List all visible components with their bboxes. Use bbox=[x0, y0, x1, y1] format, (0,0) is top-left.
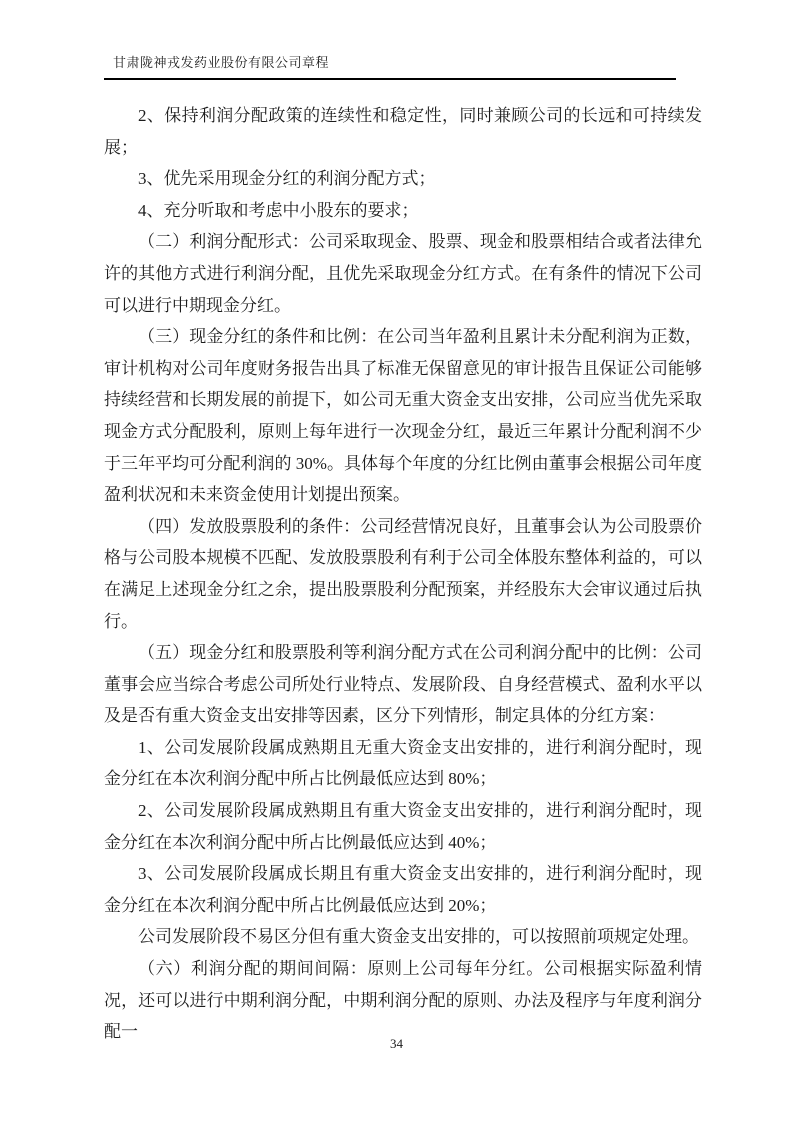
body-paragraph: （三）现金分红的条件和比例：在公司当年盈利且累计未分配利润为正数，审计机构对公司年度财务报告出具了标准无保留意见的审计报告且保证公司能够持续经营和长期发展的前提下，如公司无重大资金支出安排，公司应当优先采取现金方式分配股利，原则上每年进行一次现金分红，最近三年累计分配利润不少于三年平均可分配利润的 30%。具体每个年度的分红比例由董事会根据公司年度盈利状况和未来资金使用计划提出预案。 bbox=[104, 327, 702, 505]
body-paragraph: 3、优先采用现金分红的利润分配方式； bbox=[138, 169, 436, 189]
header-company-charter-title: 甘肃陇神戎发药业股份有限公司章程 bbox=[113, 55, 330, 70]
body-paragraph: 3、公司发展阶段属成长期且有重大资金支出安排的，进行利润分配时，现金分红在本次利润分配中所占比例最低应达到 20%； bbox=[104, 864, 702, 915]
body-paragraph: 4、充分听取和考虑中小股东的要求； bbox=[138, 200, 419, 220]
page-footer bbox=[0, 1036, 793, 1052]
body-paragraph: （五）现金分红和股票股利等利润分配方式在公司利润分配中的比例：公司董事会应当综合考虑公司所处行业特点、发展阶段、自身经营模式、盈利水平以及是否有重大资金支出安排等因素，区分下列情形，制定具体的分红方案： bbox=[104, 643, 702, 726]
page-body bbox=[104, 100, 702, 1048]
body-paragraph: 公司发展阶段不易区分但有重大资金支出安排的，可以按照前项规定处理。 bbox=[138, 927, 699, 947]
page-number: 34 bbox=[390, 1036, 403, 1051]
page-header bbox=[104, 52, 676, 80]
body-paragraph: （四）发放股票股利的条件：公司经营情况良好，且董事会认为公司股票价格与公司股本规模不匹配、发放股票股利有利于公司全体股东整体利益的，可以在满足上述现金分红之余，提出股票股利分配预案，并经股东大会审议通过后执行。 bbox=[104, 516, 702, 631]
body-paragraph: （六）利润分配的期间间隔：原则上公司每年分红。公司根据实际盈利情况，还可以进行中期利润分配，中期利润分配的原则、办法及程序与年度利润分配一 bbox=[104, 959, 702, 1042]
body-paragraph: （二）利润分配形式：公司采取现金、股票、现金和股票相结合或者法律允许的其他方式进行利润分配，且优先采取现金分红方式。在有条件的情况下公司可以进行中期现金分红。 bbox=[104, 232, 702, 315]
body-paragraph: 2、公司发展阶段属成熟期且有重大资金支出安排的，进行利润分配时，现金分红在本次利润分配中所占比例最低应达到 40%； bbox=[104, 801, 702, 852]
body-paragraph: 1、公司发展阶段属成熟期且无重大资金支出安排的，进行利润分配时，现金分红在本次利润分配中所占比例最低应达到 80%； bbox=[104, 737, 702, 789]
body-paragraph: 2、保持利润分配政策的连续性和稳定性，同时兼顾公司的长远和可持续发展； bbox=[104, 106, 702, 157]
